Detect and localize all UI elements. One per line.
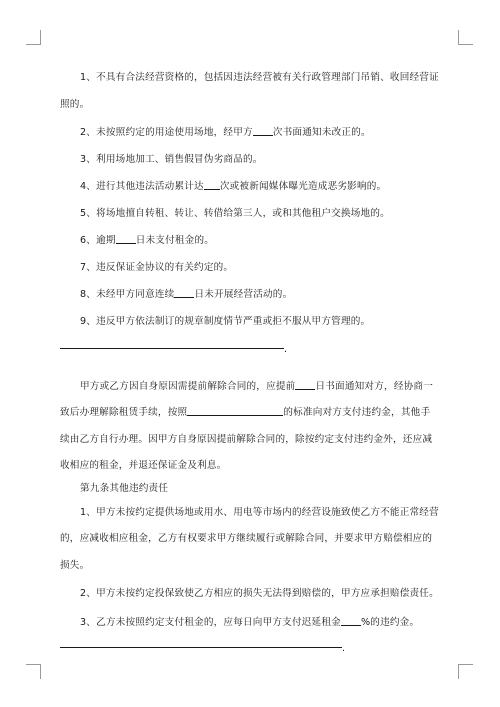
clause-1: 1、不具有合法经营资格的，包括因违法经营被有关行政管理部门吊销、收回经营证照的。 bbox=[60, 72, 439, 110]
crop-mark-bottom-right bbox=[458, 664, 473, 679]
early-termination-text-c: 的标准向对方支付违约金，其他手续由乙方自行办理。因甲方自身原因提前解除合同的，除按约定支付违约金外，还应减收相应的租金，并退还保证金及利息。 bbox=[60, 407, 433, 471]
blank-line-1[interactable] bbox=[60, 347, 284, 349]
document-body bbox=[60, 65, 440, 656]
clause-9: 9、违反甲方依法制订的规章制度情节严重或拒不服从甲方管理的。 bbox=[80, 315, 371, 327]
blank-overdue-days[interactable] bbox=[116, 233, 136, 244]
article-9-clause-1: 1、甲方未按约定提供场地或用水、用电等市场内的经营设施致使乙方不能正常经营的，应减收相应租金，乙方有权要求甲方继续履行或解除合同，并要求甲方赔偿相应的损失。 bbox=[60, 506, 439, 571]
clause-2-text-b: 次书面通知未改正的。 bbox=[272, 127, 371, 138]
clause-4-text-a: 4、进行其他违法活动累计达 bbox=[80, 181, 204, 192]
blank-line-2[interactable] bbox=[60, 646, 342, 648]
crop-mark-top-right bbox=[458, 30, 473, 45]
article-9-clause-2: 2、甲方未按约定投保致使乙方相应的损失无法得到赔偿的，甲方应承担赔偿责任。 bbox=[80, 588, 439, 599]
blank-notice-count[interactable] bbox=[253, 125, 273, 136]
line-1-period: . bbox=[284, 343, 288, 355]
clause-4-text-b: 次或被新闻媒体曝光造成恶劣影响的。 bbox=[219, 181, 387, 192]
article-9-clause-3-text-a: 3、乙方未按照约定支付租金的，应每日向甲方支付迟延租金 bbox=[80, 616, 341, 628]
clause-7: 7、违反保证金协议的有关约定的。 bbox=[80, 261, 234, 273]
blank-inactive-days[interactable] bbox=[174, 287, 194, 298]
article-9-clause-3-text-b: %的违约金。 bbox=[360, 616, 420, 628]
clause-5: 5、将场地擅自转租、转让、转借给第三人，或和其他租户交换场地的。 bbox=[80, 207, 390, 219]
blank-notice-days[interactable] bbox=[295, 379, 315, 390]
clause-6-text-b: 日未支付租金的。 bbox=[135, 235, 215, 246]
clause-2-text-a: 2、未按照约定的用途使用场地，经甲方 bbox=[80, 127, 253, 138]
blank-late-rate[interactable] bbox=[341, 615, 361, 626]
early-termination-text-a: 甲方或乙方因自身原因需提前解除合同的，应提前 bbox=[80, 380, 296, 392]
clause-6-text-a: 6、逾期 bbox=[80, 235, 116, 246]
blank-penalty-standard[interactable] bbox=[187, 405, 283, 416]
clause-4 bbox=[60, 179, 440, 194]
line-2-period: . bbox=[342, 643, 346, 654]
clause-8-text-a: 8、未经甲方同意连续 bbox=[80, 289, 175, 300]
clause-6 bbox=[60, 233, 440, 248]
clause-2 bbox=[60, 125, 440, 140]
early-termination-paragraph bbox=[60, 374, 440, 480]
clause-8 bbox=[60, 287, 440, 302]
clause-8-text-b: 日未开展经营活动的。 bbox=[194, 289, 293, 300]
fill-line-2 bbox=[60, 642, 440, 656]
early-termination-text-b: 日书面通知对方，经协商一致后办理解除租赁手续，按照 bbox=[60, 380, 433, 418]
article-9-clause-3 bbox=[60, 615, 440, 630]
crop-mark-bottom-left bbox=[26, 664, 41, 679]
clause-3: 3、利用场地加工、销售假冒伪劣商品的。 bbox=[80, 153, 263, 165]
crop-mark-top-left bbox=[26, 30, 41, 45]
article-9-heading: 第九条其他违约责任 bbox=[80, 482, 169, 494]
blank-violation-count[interactable] bbox=[204, 179, 220, 190]
fill-line-1 bbox=[60, 343, 440, 357]
